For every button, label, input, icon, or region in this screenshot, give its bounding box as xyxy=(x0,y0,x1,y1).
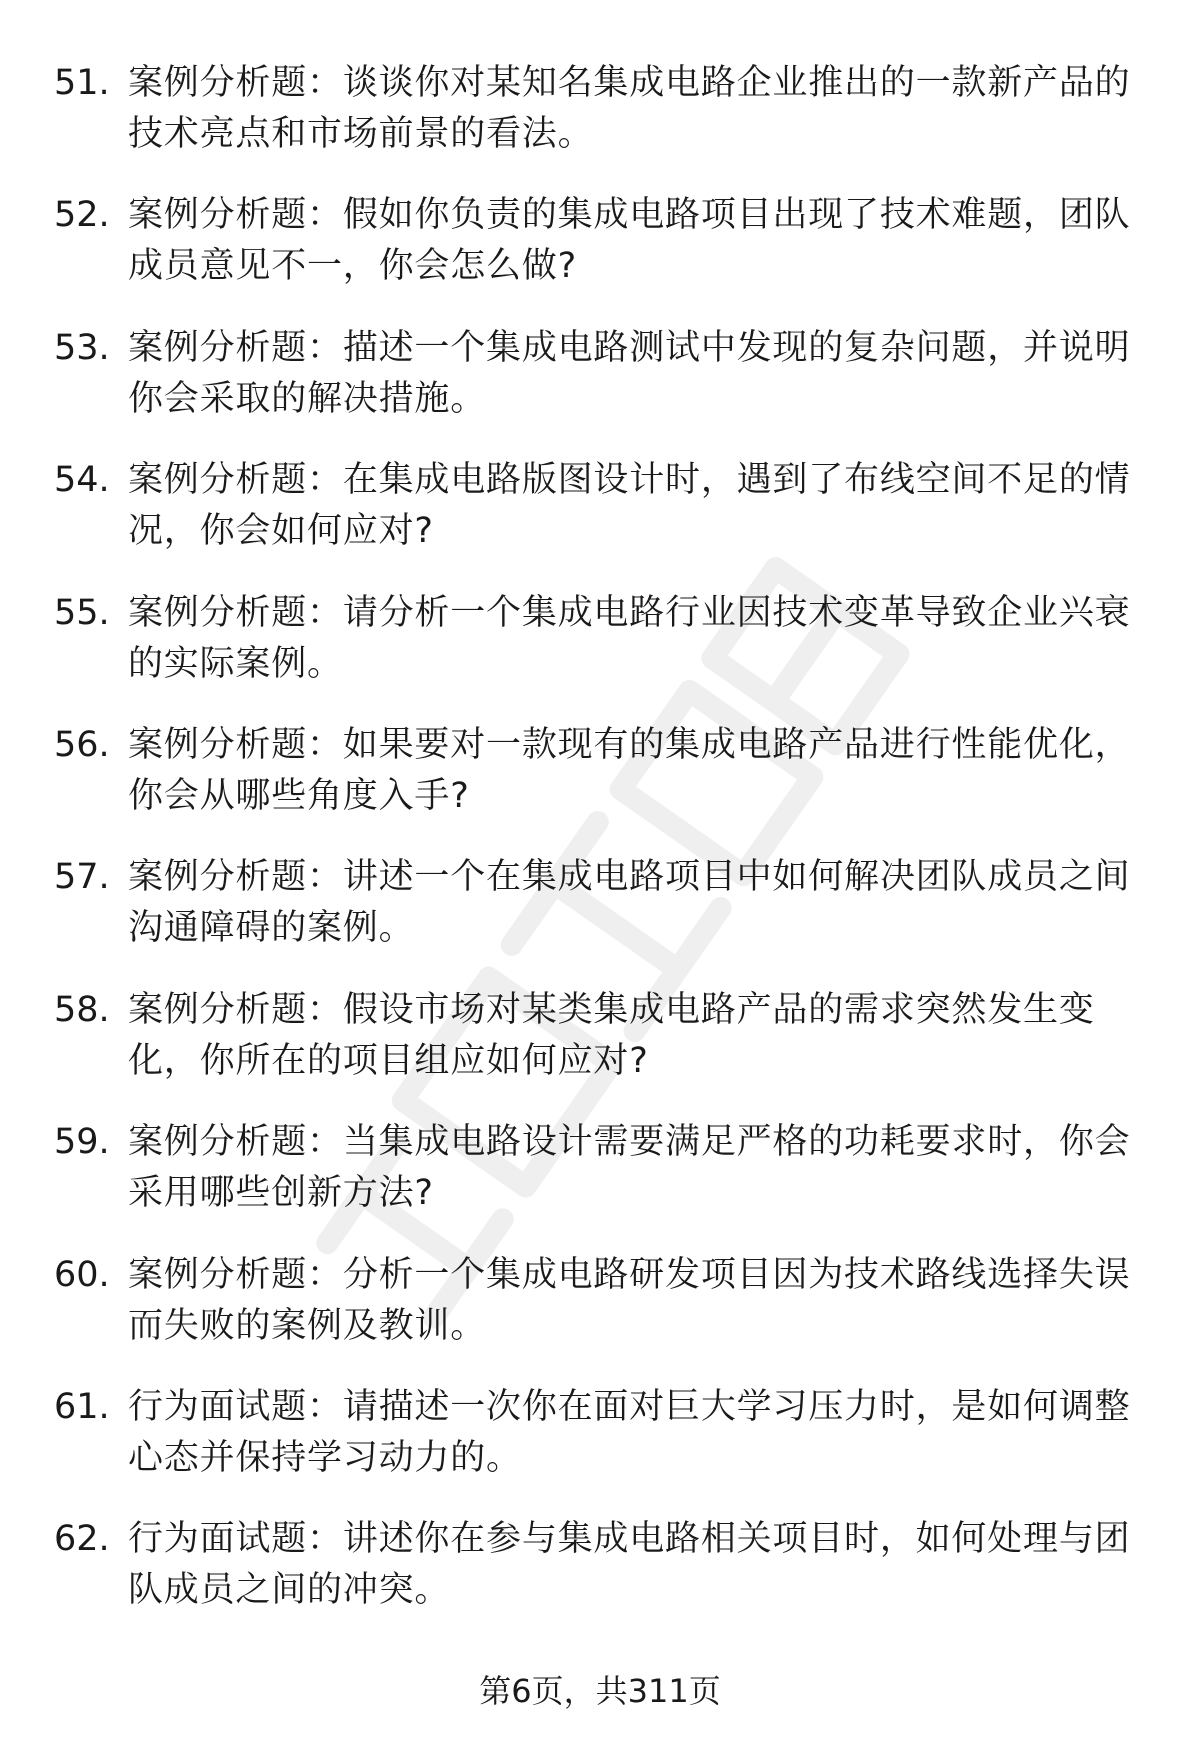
question-body: 分析一个集成电路研发项目因为技术路线选择失误而失败的案例及教训。 xyxy=(128,1254,1131,1346)
question-item xyxy=(0,852,1200,951)
question-body: 请描述一次你在面对巨大学习压力时，是如何调整心态并保持学习动力的。 xyxy=(128,1386,1131,1478)
question-item xyxy=(0,588,1200,687)
question-text xyxy=(128,852,1138,954)
question-text xyxy=(128,1382,1138,1484)
question-item xyxy=(0,1514,1200,1613)
question-category: 案例分析题： xyxy=(128,1254,343,1295)
question-body: 描述一个集成电路测试中发现的复杂问题，并说明你会采取的解决措施。 xyxy=(128,327,1131,419)
question-number: 61. xyxy=(54,1386,110,1427)
question-category: 案例分析题： xyxy=(128,63,343,103)
question-category: 案例分析题： xyxy=(128,327,343,368)
question-category: 案例分析题： xyxy=(128,724,343,765)
question-category: 案例分析题： xyxy=(128,1122,343,1163)
question-body: 谈谈你对某知名集成电路企业推出的一款新产品的技术亮点和市场前景的看法。 xyxy=(128,63,1131,154)
question-body: 假设市场对某类集成电路产品的需求突然发生变化，你所在的项目组应如何应对? xyxy=(128,989,1095,1081)
question-item xyxy=(0,455,1200,554)
question-body: 如果要对一款现有的集成电路产品进行性能优化，你会从哪些角度入手? xyxy=(128,724,1131,816)
question-body: 假如你负责的集成电路项目出现了技术难题，团队成员意见不一，你会怎么做? xyxy=(128,195,1131,287)
question-body: 讲述你在参与集成电路相关项目时，如何处理与团队成员之间的冲突。 xyxy=(128,1519,1131,1611)
question-number: 55. xyxy=(54,592,110,633)
question-category: 案例分析题： xyxy=(128,857,343,898)
question-number: 52. xyxy=(54,195,110,236)
question-item xyxy=(0,190,1200,289)
question-number: 60. xyxy=(54,1254,110,1295)
question-item xyxy=(0,1382,1200,1481)
question-text xyxy=(128,190,1138,292)
question-category: 案例分析题： xyxy=(128,195,343,236)
question-number: 53. xyxy=(54,327,110,368)
question-text xyxy=(128,1250,1138,1352)
question-item xyxy=(0,323,1200,422)
question-list xyxy=(0,58,1200,1647)
question-item xyxy=(0,1117,1200,1216)
question-item xyxy=(0,1250,1200,1349)
question-text xyxy=(128,1117,1138,1219)
question-text xyxy=(128,720,1138,822)
question-number: 58. xyxy=(54,989,110,1030)
question-item xyxy=(0,58,1200,157)
question-item xyxy=(0,985,1200,1084)
question-category: 案例分析题： xyxy=(128,592,343,633)
question-number: 59. xyxy=(54,1122,110,1163)
question-text xyxy=(128,588,1138,690)
question-number: 57. xyxy=(54,857,110,898)
question-text xyxy=(128,455,1138,557)
question-number: 62. xyxy=(54,1519,110,1560)
question-body: 请分析一个集成电路行业因技术变革导致企业兴衰的实际案例。 xyxy=(128,592,1131,684)
question-item xyxy=(0,720,1200,819)
question-body: 讲述一个在集成电路项目中如何解决团队成员之间沟通障碍的案例。 xyxy=(128,857,1131,949)
page-footer xyxy=(0,1668,1200,1714)
question-number: 54. xyxy=(54,460,110,501)
question-text xyxy=(128,58,1138,160)
question-body: 当集成电路设计需要满足严格的功耗要求时，你会采用哪些创新方法? xyxy=(128,1122,1131,1214)
question-category: 案例分析题： xyxy=(128,460,343,501)
question-text xyxy=(128,1514,1138,1616)
question-category: 行为面试题： xyxy=(128,1519,343,1560)
question-number: 56. xyxy=(54,724,110,765)
question-category: 行为面试题： xyxy=(128,1386,343,1427)
question-number: 51. xyxy=(54,63,110,103)
question-body: 在集成电路版图设计时，遇到了布线空间不足的情况，你会如何应对? xyxy=(128,460,1131,552)
question-text xyxy=(128,985,1138,1087)
question-text xyxy=(128,323,1138,425)
question-category: 案例分析题： xyxy=(128,989,343,1030)
page-number: 第6页，共311页 xyxy=(479,1672,721,1710)
